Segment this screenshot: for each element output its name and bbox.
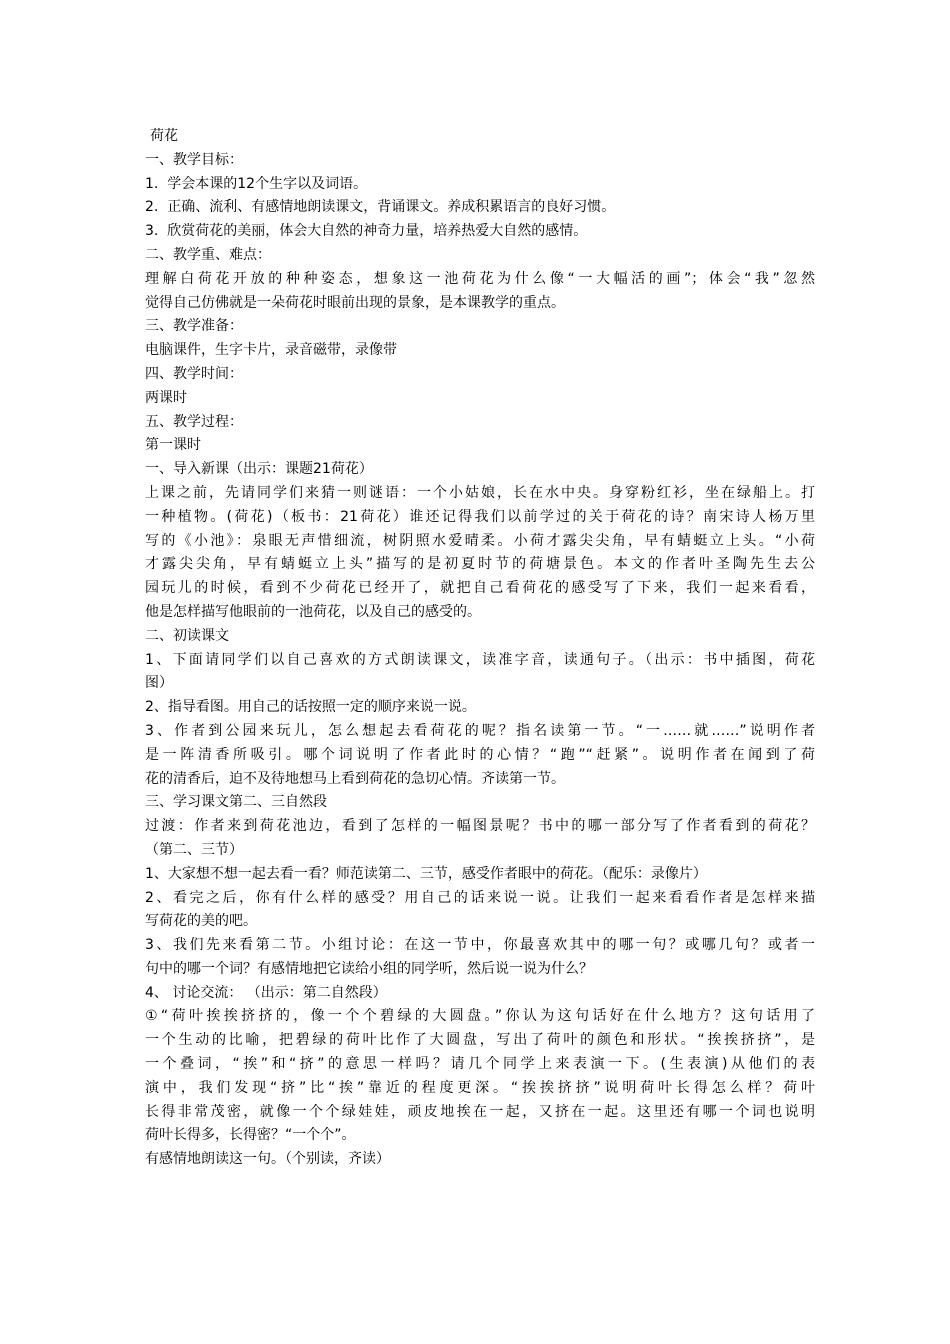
text-line: 3. 欣赏荷花的美丽，体会大自然的神奇力量，培养热爱大自然的感情。 (145, 223, 588, 240)
text-line: 一、导入新课（出示：课题21荷花） (145, 461, 373, 478)
text-line: 句中的哪一个词？有感情地把它读给小组的同学听，然后说一说为什么？ (145, 960, 593, 977)
text-line: 四、教学时间： (145, 365, 243, 382)
text-line: 3、我们先来看第二节。小组讨论：在这一节中，你最喜欢其中的哪一句？或哪几句？或者一 (145, 937, 815, 954)
text-line: 荷叶长得多，长得密？“一个个”。 (145, 1127, 356, 1144)
text-line: 图） (145, 675, 173, 692)
text-line: 两课时 (145, 389, 187, 406)
text-line: 写荷花的美的吧。 (145, 913, 257, 930)
text-line: 三、教学准备： (145, 318, 243, 335)
text-line: （第二、三节） (145, 841, 243, 858)
text-line: 1. 学会本课的12个生字以及词语。 (145, 175, 368, 192)
text-line: 3、作者到公园来玩儿，怎么想起去看荷花的呢？指名读第一节。“一……就……”说明作者 (145, 722, 815, 739)
text-line: 4、 讨论交流： （出示：第二自然段） (145, 984, 387, 1001)
text-line: 一个生动的比喻，把碧绿的荷叶比作了大圆盘，写出了荷叶的颜色和形状。“挨挨挤挤”，是 (145, 1032, 815, 1049)
text-line: 长得非常茂密，就像一个个绿娃娃，顽皮地挨在一起，又挤在一起。这里还有哪一个词也说明 (145, 1103, 815, 1120)
text-line: 1、下面请同学们以自己喜欢的方式朗读课文，读准字音，读通句子。（出示：书中插图，荷花 (145, 651, 815, 668)
text-line: 1、大家想不想一起去看一看？师范读第二、三节，感受作者眼中的荷花。（配乐：录像片） (145, 865, 707, 882)
document-page (145, 125, 815, 1172)
text-line: 理解白荷花开放的种种姿态，想象这一池荷花为什么像“一大幅活的画”；体会“我”忽然 (145, 270, 815, 287)
text-line: 五、教学过程： (145, 413, 243, 430)
text-line: 第一课时 (145, 437, 201, 454)
text-line: 写的《小池》：泉眼无声惜细流，树阴照水爱晴柔。小荷才露尖尖角，早有蜻蜓立上头。“小荷 (145, 532, 815, 549)
text-line: 一个叠词，“挨”和“挤”的意思一样吗？请几个同学上来表演一下。(生表演)从他们的表 (145, 1056, 815, 1073)
text-line: 他是怎样描写他眼前的一池荷花，以及自己的感受的。 (145, 603, 481, 620)
text-line: 是一阵清香所吸引。哪个词说明了作者此时的心情？“跑”“赶紧”。说明作者在闻到了荷 (145, 746, 815, 763)
text-line: 演中，我们发现“挤”比“挨”靠近的程度更深。“挨挨挤挤”说明荷叶长得怎么样？荷叶 (145, 1079, 815, 1096)
text-line: 三、学习课文第二、三自然段 (145, 794, 327, 811)
text-line: 一、教学目标： (145, 151, 243, 168)
text-line: 2、看完之后，你有什么样的感受？用自己的话来说一说。让我们一起来看看作者是怎样来描 (145, 889, 815, 906)
text-line: 才露尖尖角，早有蜻蜓立上头”描写的是初夏时节的荷塘景色。本文的作者叶圣陶先生去公 (145, 556, 815, 573)
text-line: 电脑课件，生字卡片，录音磁带，录像带 (145, 342, 397, 359)
text-line: 上课之前，先请同学们来猜一则谜语：一个小姑娘，长在水中央。身穿粉红衫，坐在绿船上。打 (145, 484, 815, 501)
document-title: 荷花 (150, 128, 178, 144)
text-line: 园玩儿的时候，看到不少荷花已经开了，就把自己看荷花的感受写了下来，我们一起来看看， (145, 580, 815, 597)
text-line: 觉得自己仿佛就是一朵荷花时眼前出现的景象，是本课教学的重点。 (145, 294, 565, 311)
text-line: 二、教学重、难点： (145, 246, 271, 263)
text-line: 一种植物。(荷花)（板书：21荷花）谁还记得我们以前学过的关于荷花的诗？南宋诗人杨万里 (145, 508, 815, 525)
document-body (145, 149, 815, 1172)
text-line: ①“荷叶挨挨挤挤的，像一个个碧绿的大圆盘。”你认为这句话好在什么地方？这句话用了 (145, 1008, 815, 1025)
text-line: 二、初读课文 (145, 627, 229, 644)
text-line: 2. 正确、流利、有感情地朗读课文，背诵课文。养成积累语言的良好习惯。 (145, 199, 616, 216)
text-line: 2、指导看图。用自己的话按照一定的顺序来说一说。 (145, 699, 476, 716)
text-line: 花的清香后，迫不及待地想马上看到荷花的急切心情。齐读第一节。 (145, 770, 565, 787)
text-line: 有感情地朗读这一句。（个别读，齐读） (145, 1151, 390, 1168)
text-line: 过渡：作者来到荷花池边，看到了怎样的一幅图景呢？书中的哪一部分写了作者看到的荷花？ (145, 818, 815, 835)
